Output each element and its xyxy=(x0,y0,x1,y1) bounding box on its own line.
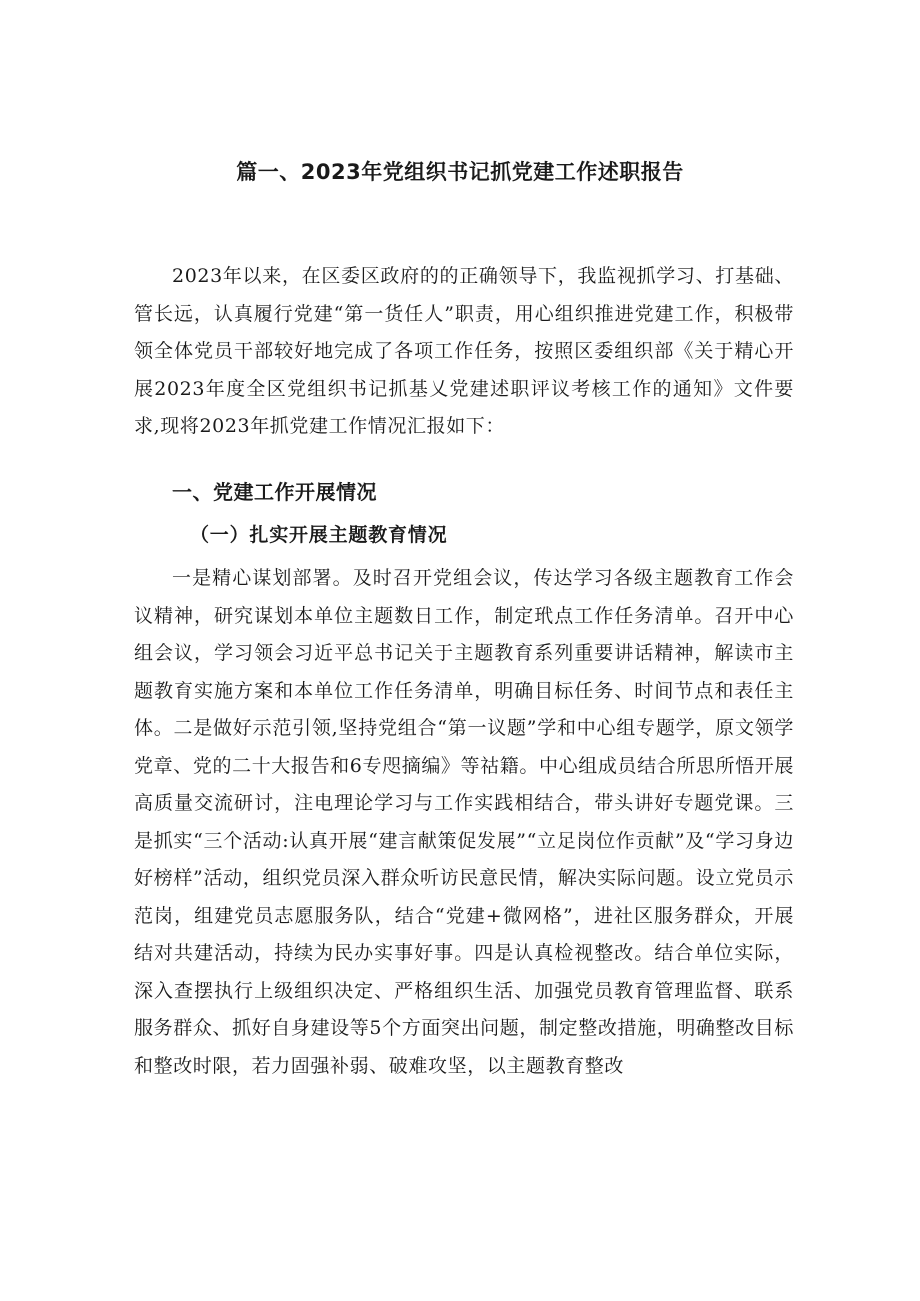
subsection-heading: （一）扎实开展主题教育情况 xyxy=(190,524,448,546)
document-title: 篇一、2023年党组织书记抓党建工作述职报告 xyxy=(236,160,684,184)
section-heading: 一、党建工作开展情况 xyxy=(172,480,377,504)
intro-paragraph: 2023年以来，在区委区政府的的正确领导下，我监视抓学习、打基础、管长远，认真履行党建“第一货任人”职责，用心组织推进党建工作，积极带领全体党员干部较好地完成了各项工作任务，按照区委组织部《关于精心开展2023年度全区党组织书记抓基乂党建述职评议考核工作的通知》文件要求,现将2023年抓党建工作情况汇报如下： xyxy=(134,265,794,437)
body-paragraph: 一是精心谋划部署。及时召开党组会议，传达学习各级主题教育工作会议精神，研究谋划本单位主题数日工作，制定玳点工作任务清单。召开中心组会议，学习领会习近平总书记关于主题教育系列重要讲话精神，解读市主题教育实施方案和本单位工作任务清单，明确目标任务、时间节点和表任主体。二是做好示范引领,坚持党组合“第一议题”学和中心组专题学，原文领学党章、党的二十大报告和6专咫摘编》等祜籍。中心组成员结合所思所悟开展高质量交流研讨，注电理论学习与工作实践相结合，带头讲好专题党课。三是抓实“三个活动:认真开展“建言献策促发展”“立足岗位作贡献”及“学习身边好榜样”活动，组织党员深入群众听访民意民情，解决实际问题。设立党员示范岗，组建党员志愿服务队，结合“党建+微网格”，进社区服务群众，开展结对共建活动，持续为民办实事好事。四是认真检视整改。结合单位实际，深入查摆执行上级组织决定、严格组织生活、加强党员教育管理监督、联系服务群众、抓好自身建设等5个方面突出问题，制定整改措施，明确整改目标和整改时限，若力固强补弱、破难攻坚，以主题教育整改 xyxy=(134,567,794,1077)
